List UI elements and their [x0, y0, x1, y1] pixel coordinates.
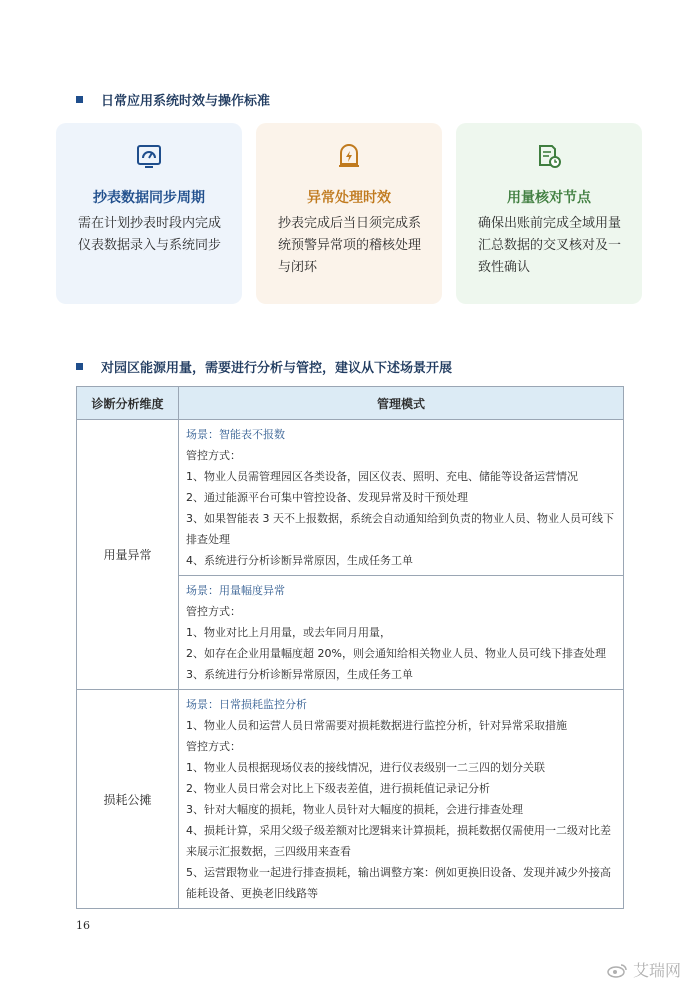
card-body: 抄表完成后当日须完成系统预警异常项的稽核处理与闭环	[278, 216, 422, 275]
table-header-row	[77, 387, 624, 420]
text-line: 管控方式：	[186, 605, 241, 618]
card-body: 需在计划抄表时段内完成仪表数据录入与系统同步	[78, 216, 222, 253]
text-line: 3、针对大幅度的损耗，物业人员针对大幅度的损耗，会进行排查处理	[186, 803, 523, 816]
scene-title: 场景：用量幅度异常	[186, 584, 285, 597]
text-line: 1、物业人员和运营人员日常需要对损耗数据进行监控分析，针对异常采取措施	[186, 719, 567, 732]
section-bullet	[76, 363, 83, 370]
header-mode: 管理模式	[179, 387, 624, 420]
text-line: 3、如果智能表 3 天不上报数据，系统会自动通知给到负责的物业人员、物业人员可线下排查处理	[186, 512, 614, 546]
text-line: 4、系统进行分析诊断异常原因，生成任务工单	[186, 554, 413, 567]
card-usage-check	[456, 123, 642, 304]
text-line: 1、物业对比上月用量，或去年同月用量，	[186, 626, 391, 639]
section-title-analysis	[76, 357, 452, 376]
text-line: 3、系统进行分析诊断异常原因，生成任务工单	[186, 668, 413, 681]
table-row	[77, 420, 624, 576]
text-line: 2、通过能源平台可集中管控设备、发现异常及时干预处理	[186, 491, 468, 504]
dimension-cell: 用量异常	[77, 420, 179, 690]
section-title-text: 对园区能源用量，需要进行分析与管控，建议从下述场景开展	[101, 361, 453, 376]
alert-bolt-icon	[336, 143, 362, 169]
section-title-timeliness	[76, 90, 270, 109]
text-line: 2、如存在企业用量幅度超 20%，则会通知给相关物业人员、物业人员可线下排查处理	[186, 647, 606, 660]
card-title: 用量核对节点	[507, 190, 591, 206]
weibo-logo-icon	[606, 962, 628, 978]
watermark	[606, 958, 681, 981]
card-exception-handling	[256, 123, 442, 304]
card-sync-cycle	[56, 123, 242, 304]
table-row	[77, 690, 624, 909]
text-line: 5、运营跟物业一起进行排查损耗，输出调整方案：例如更换旧设备、发现并减少外接高能耗设备、更换老旧线路等	[186, 866, 611, 900]
section-bullet	[76, 96, 83, 103]
scene-title: 场景：智能表不报数	[186, 428, 285, 441]
text-line: 管控方式：	[186, 740, 241, 753]
management-table	[76, 386, 624, 909]
section-title-text: 日常应用系统时效与操作标准	[101, 94, 271, 109]
text-line: 4、损耗计算，采用父级子级差额对比逻辑来计算损耗，损耗数据仅需使用一二级对比差来展示汇报数据，三四级用来查看	[186, 824, 611, 858]
text-line: 2、物业人员日常会对比上下级表差值，进行损耗值记录记分析	[186, 782, 490, 795]
dimension-cell: 损耗公摊	[77, 690, 179, 909]
card-title: 异常处理时效	[307, 190, 391, 206]
scene-title: 场景：日常损耗监控分析	[186, 698, 307, 711]
header-dimension: 诊断分析维度	[77, 387, 179, 420]
watermark-text: 艾瑞网	[633, 961, 682, 980]
text-line: 1、物业人员需管理园区各类设备，园区仪表、照明、充电、储能等设备运营情况	[186, 470, 578, 483]
document-clock-icon	[536, 143, 562, 169]
gauge-icon	[136, 143, 162, 169]
text-line: 管控方式：	[186, 449, 241, 462]
content-cell	[179, 690, 624, 909]
page-number: 16	[76, 919, 90, 932]
card-title: 抄表数据同步周期	[93, 190, 205, 206]
card-body: 确保出账前完成全域用量汇总数据的交叉核对及一致性确认	[478, 216, 622, 275]
text-line: 1、物业人员根据现场仪表的接线情况，进行仪表级别一二三四的划分关联	[186, 761, 545, 774]
content-cell	[179, 576, 624, 690]
content-cell	[179, 420, 624, 576]
